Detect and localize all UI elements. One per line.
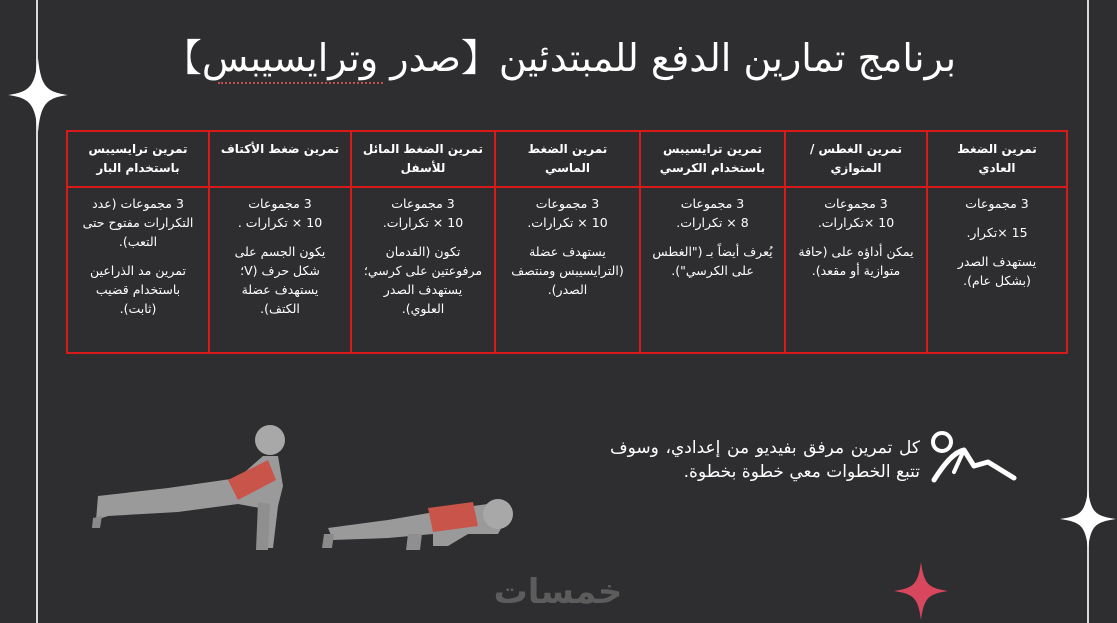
description-text: يكون الجسم على شكل حرف (V؛ يستهدف عضلة الكتف). (234, 244, 326, 316)
sets-text: 3 مجموعات (248, 196, 312, 211)
table-cell (640, 187, 785, 353)
table-header-row (67, 131, 1067, 187)
table-row (67, 187, 1067, 353)
video-caption: كل تمرين مرفق بفيديو من إعدادي، وسوف تتبع الخطوات معي خطوة بخطوة. (610, 438, 920, 482)
description-text: تكون (القدمان مرفوعتين على كرسي؛ يستهدف الصدر العلوي). (363, 244, 483, 316)
table-cell (351, 187, 495, 353)
reps-text: 15 ×تكرار. (966, 225, 1028, 240)
reps-text: 10 × تكرارات . (237, 215, 323, 230)
table-cell (209, 187, 351, 353)
pushup-line-icon (930, 430, 1020, 486)
khamsat-logo: خمسات (493, 572, 623, 612)
description-text: يمكن أداؤه على (حافة متوازية أو مقعد). (798, 244, 914, 278)
description-text: تمرين مد الذراعين باستخدام قضيب (ثابت). (90, 263, 186, 316)
table-cell (67, 187, 209, 353)
table-header: تمرين ترايسيبس باستخدام البار (67, 131, 209, 187)
description-text: يستهدف الصدر (بشكل عام). (957, 254, 1037, 288)
pushup-down-figure (322, 499, 513, 550)
table-header: تمرين الغطس / المتوازي (785, 131, 927, 187)
sets-text: 3 مجموعات (عدد (92, 196, 184, 211)
table-header: تمرين ترايسيبس باستخدام الكرسي (640, 131, 785, 187)
table-cell (927, 187, 1067, 353)
table-cell (785, 187, 927, 353)
exercise-table (66, 130, 1068, 354)
sparkle-star-icon-pink (894, 562, 948, 620)
reps-text: 10 ×تكرارات. (817, 215, 895, 230)
sets-text: 3 مجموعات (965, 196, 1029, 211)
reps-text: التكرارات مفتوح حتى التعب). (82, 215, 194, 249)
page-title: برنامج تمارين الدفع للمبتدئين【صدر وترايسيبس】 (163, 36, 957, 80)
table-header: تمرين الضغط الماسي (495, 131, 640, 187)
table-header: تمرين الضغط العادي (927, 131, 1067, 187)
table-header: تمرين ضغط الأكتاف (209, 131, 351, 187)
reps-text: 10 × تكرارات. (382, 215, 464, 230)
description-text: يُعرف أيضاً بـ ("الغطس على الكرسي"). (652, 244, 773, 278)
reps-text: 10 × تكرارات. (527, 215, 608, 230)
pushup-up-figure (92, 425, 285, 550)
pushup-illustration (88, 416, 528, 566)
sets-text: 3 مجموعات (391, 196, 455, 211)
sets-text: 3 مجموعات (824, 196, 888, 211)
sparkle-star-icon-right (1060, 490, 1116, 548)
table-cell (495, 187, 640, 353)
sparkle-star-icon-left (8, 58, 68, 132)
sets-text: 3 مجموعات (535, 196, 600, 211)
sets-text: 3 مجموعات (680, 196, 745, 211)
title-underline (218, 80, 383, 84)
reps-text: 8 × تكرارات. (676, 215, 749, 230)
table-header: تمرين الضغط المائل للأسفل (351, 131, 495, 187)
description-text: يستهدف عضلة (الترايسيبس ومنتصف الصدر). (511, 244, 624, 297)
